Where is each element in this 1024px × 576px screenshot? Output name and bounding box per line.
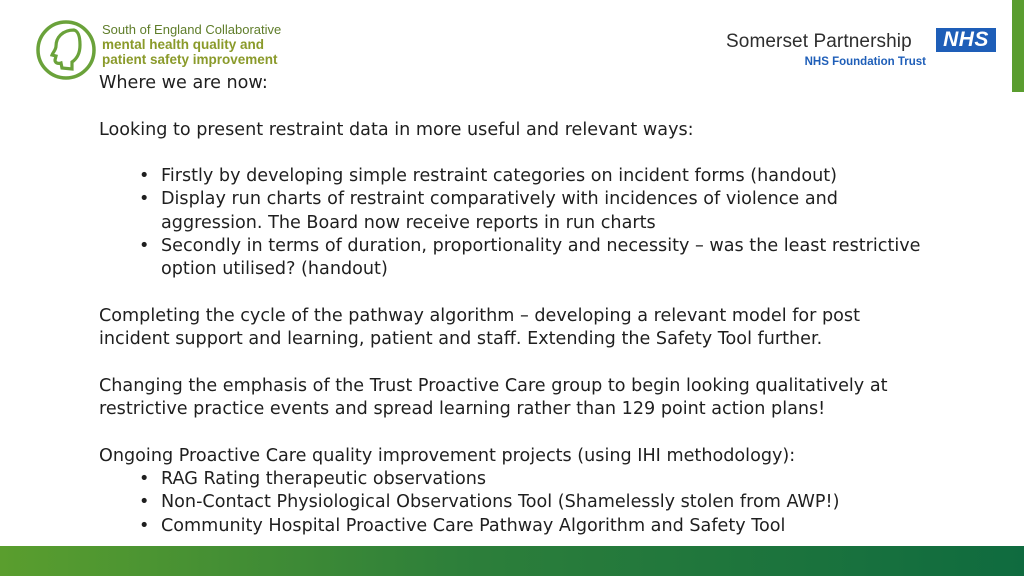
list-item: • RAG Rating therapeutic observations bbox=[99, 468, 929, 491]
paragraph-proactive-care: Changing the emphasis of the Trust Proactive Care group to begin looking qualitatively at restrictive practice events and spread learning rather than 129 point action plans! bbox=[99, 375, 888, 420]
nhs-badge: NHS bbox=[936, 28, 996, 52]
list-item: • Firstly by developing simple restraint categories on incident forms (handout) bbox=[99, 165, 929, 188]
intro-text: Looking to present restraint data in more useful and relevant ways: bbox=[99, 119, 694, 140]
head-profile-icon bbox=[34, 18, 98, 82]
bullet-icon: • bbox=[139, 166, 150, 187]
trust-subtitle: NHS Foundation Trust bbox=[804, 56, 926, 68]
trust-name: Somerset Partnership bbox=[726, 31, 912, 52]
list-item: • Non-Contact Physiological Observations Tool (Shamelessly stolen from AWP!) bbox=[99, 491, 929, 514]
collab-line-2: mental health quality and bbox=[102, 37, 265, 52]
bullet-icon: • bbox=[139, 189, 150, 210]
bullet-icon: • bbox=[139, 515, 150, 536]
collab-line-3: patient safety improvement bbox=[102, 52, 278, 67]
paragraph-pathway: Completing the cycle of the pathway algorithm – developing a relevant model for post incident support and learning, patient and staff. Extending the Safety Tool further. bbox=[99, 305, 860, 350]
bullet-list-1 bbox=[99, 165, 929, 281]
collab-line-1: South of England Collaborative bbox=[102, 22, 282, 37]
bullet-icon: • bbox=[139, 469, 150, 490]
list-item: • Community Hospital Proactive Care Pathway Algorithm and Safety Tool bbox=[99, 515, 929, 538]
footer-gradient-bar bbox=[0, 546, 1024, 576]
right-accent-strip bbox=[1012, 0, 1024, 92]
list-item: • Display run charts of restraint comparatively with incidences of violence and aggression. The Board now receive reports in run charts bbox=[139, 189, 838, 233]
trust-logo bbox=[726, 28, 996, 72]
list-item: • Secondly in terms of duration, proportionality and necessity – was the least restrictive option utilised? (handout) bbox=[139, 236, 921, 280]
bullet-icon: • bbox=[139, 236, 150, 257]
bullet-list-2 bbox=[99, 468, 929, 538]
slide-heading: Where we are now: bbox=[99, 73, 268, 93]
slide-body bbox=[99, 72, 929, 538]
bullet-icon: • bbox=[139, 492, 150, 513]
paragraph-projects: Ongoing Proactive Care quality improvement projects (using IHI methodology): bbox=[99, 445, 796, 466]
